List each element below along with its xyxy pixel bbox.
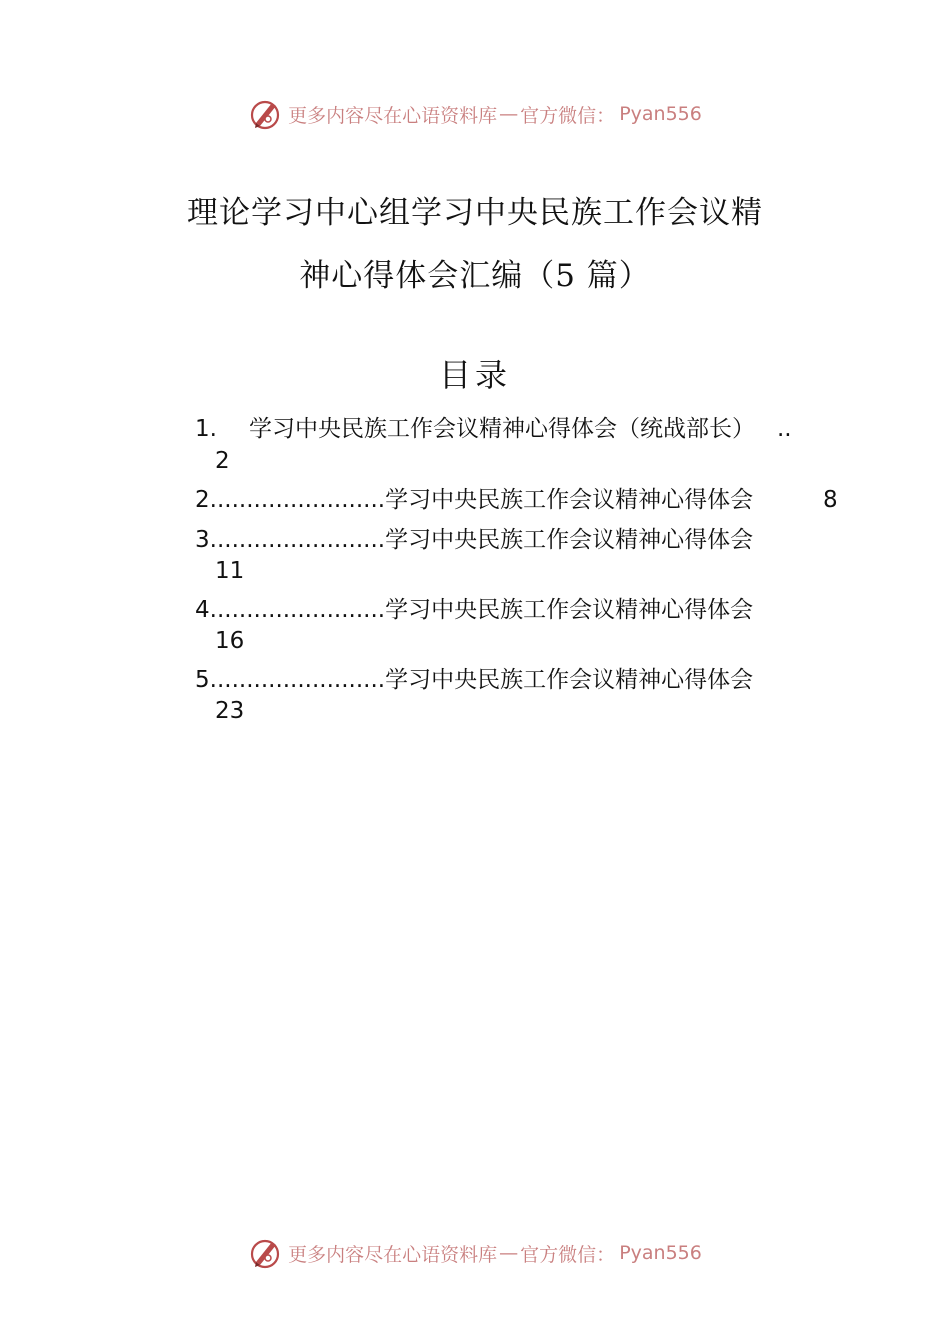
document-title-line-1: 理论学习中心组学习中央民族工作会议精 (187, 195, 763, 231)
header-watermark (0, 94, 950, 134)
toc-entry-page-1: 2 (215, 448, 230, 474)
toc-entry-number: 1. (195, 416, 217, 442)
toc-entry-page-3: 11 (215, 558, 245, 584)
toc-entry-number: 4 (195, 597, 210, 623)
toc-entry-page-5: 23 (215, 698, 245, 724)
document-title-line-2: 神心得体会汇编（5 篇） (299, 258, 651, 294)
watermark-id: Pyan556 (619, 103, 702, 125)
toc-entry-leader: ........................ (209, 487, 386, 513)
pen-circle-logo-icon (248, 1236, 282, 1270)
toc-entry-number: 2 (195, 487, 210, 513)
toc-entry-page-4: 16 (215, 628, 245, 654)
toc-entry-title: 学习中央民族工作会议精神心得体会 (385, 667, 754, 693)
watermark-separator: — (499, 103, 519, 125)
toc-entry-page-2: 8 (823, 487, 838, 513)
watermark-text: 更多内容尽在心语资料库 (288, 104, 498, 127)
watermark-separator: — (499, 1242, 519, 1264)
toc-entry-title: 学习中央民族工作会议精神心得体会 (385, 597, 754, 623)
toc-entry-leader: ........................ (209, 667, 386, 693)
watermark-label: 官方微信： (520, 104, 616, 127)
pen-circle-logo-icon (248, 97, 282, 131)
toc-entry-title: 学习中央民族工作会议精神心得体会（统战部长） (249, 416, 755, 442)
toc-entry-number: 5 (195, 667, 210, 693)
toc-entry-title: 学习中央民族工作会议精神心得体会 (385, 527, 754, 553)
toc-entry-3[interactable] (195, 525, 753, 555)
watermark-label: 官方微信： (520, 1243, 616, 1266)
toc-heading: 目录 (438, 356, 511, 394)
watermark-id: Pyan556 (619, 1242, 702, 1264)
toc-entry-leader: ........................ (209, 597, 386, 623)
toc-entry-tail: .. (777, 416, 792, 442)
footer-watermark (0, 1233, 950, 1273)
toc-entry-number: 3 (195, 527, 210, 553)
toc-entry-4[interactable] (195, 595, 753, 625)
toc-entry-2[interactable] (195, 485, 753, 515)
toc-entry-1[interactable] (195, 414, 792, 444)
toc-entry-5[interactable] (195, 665, 753, 695)
toc-entry-title: 学习中央民族工作会议精神心得体会 (385, 487, 754, 513)
watermark-text: 更多内容尽在心语资料库 (288, 1243, 498, 1266)
toc-entry-leader: ........................ (209, 527, 386, 553)
